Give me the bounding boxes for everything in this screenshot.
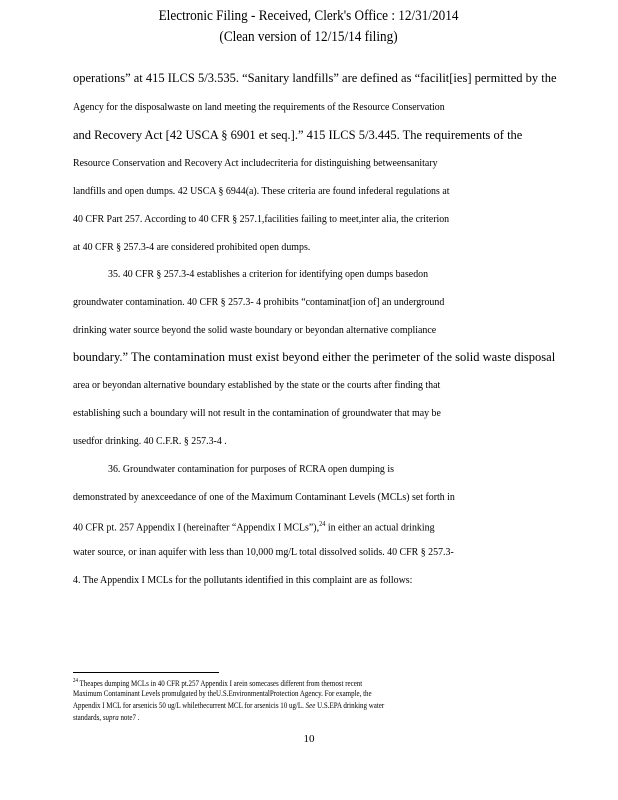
footnote-text: Theapes dumping MCLs in 40 CFR pt.257 Appendix I arein somecases different from themost recent (77, 677, 363, 688)
body-line: and Recovery Act [42 USCA § 6901 et seq.].” 415 ILCS 5/3.445. The requirements of the (73, 128, 523, 142)
body-line-tail: in either an actual drinking (325, 521, 435, 534)
body-line: drinking water source beyond the solid waste boundary or beyondan alternative compliance (73, 324, 437, 336)
body-line (73, 517, 559, 535)
body-line: demonstrated by anexceedance of one of the Maximum Contaminant Levels (MCLs) set forth in (73, 491, 455, 503)
body-line: Resource Conservation and Recovery Act includecriteria for distinguishing betweensanitary (73, 157, 438, 169)
footnote-signal-see: See (305, 700, 316, 710)
footnote-number: 24 (73, 678, 78, 684)
body-line: establishing such a boundary will not result in the contamination of groundwater that may be (73, 407, 441, 419)
footnote-text: note7 . (118, 712, 140, 722)
filing-stamp-line: Electronic Filing - Received, Clerk's Office : 12/31/2014 (158, 8, 459, 24)
paragraph-35-start: 35. 40 CFR § 257.3-4 establishes a criterion for identifying open dumps basedon (108, 268, 429, 280)
body-line-text: 40 CFR pt. 257 Appendix I (hereinafter “Appendix I MCLs”), (73, 521, 320, 534)
filing-header (37, 6, 581, 48)
paragraph-36-start: 36. Groundwater contamination for purposes of RCRA open dumping is (108, 463, 394, 475)
footnote-line (73, 700, 516, 710)
footnote-text: standards, (73, 712, 103, 722)
body-line: at 40 CFR § 257.3-4 are considered prohibited open dumps. (73, 241, 311, 253)
body-line: groundwater contamination. 40 CFR § 257.3- 4 prohibits “contaminat[ion of] an underground (73, 296, 445, 308)
body-line: operations” at 415 ILCS 5/3.535. “Sanitary landfills” are defined as “facilit[ies] permitted by the (73, 71, 557, 85)
footnote-reference: 24 (319, 520, 326, 528)
footnote-line: Maximum Contaminant Levels promulgated by theU.S.EnvironmentalProtection Agency. For example, the (73, 688, 372, 698)
page-number: 10 (303, 733, 315, 745)
body-line: landfills and open dumps. 42 USCA § 6944(a). These criteria are found infederal regulations at (73, 185, 450, 197)
footnote-separator (73, 672, 219, 673)
body-line: area or beyondan alternative boundary established by the state or the courts after finding that (73, 379, 441, 391)
body-line: water source, or inan aquifer with less than 10,000 mg/L total dissolved solids. 40 CFR § 257.3- (73, 546, 454, 558)
footnote-line (73, 676, 516, 688)
body-line: 40 CFR Part 257. According to 40 CFR § 257.1,facilities failing to meet,inter alia, the criterion (73, 213, 450, 225)
footnote-text: Appendix I MCL for arsenicis 50 ug/L whilethecurrent MCL for arsenicis 10 ug/L. (73, 700, 306, 710)
footnote-text: U.S.EPA drinking water (315, 700, 385, 710)
clean-version-line: (Clean version of 12/15/14 filing) (219, 29, 398, 45)
body-line: 4. The Appendix I MCLs for the pollutants identified in this complaint are as follows: (73, 574, 413, 586)
body-line: usedfor drinking. 40 C.F.R. § 257.3-4 . (73, 435, 227, 447)
footnote-line (73, 712, 516, 722)
footnote-supra: supra (102, 712, 119, 722)
body-line: Agency for the disposalwaste on land meeting the requirements of the Resource Conservation (73, 101, 445, 113)
body-line: boundary.” The contamination must exist beyond either the perimeter of the solid waste disposal (73, 350, 556, 364)
